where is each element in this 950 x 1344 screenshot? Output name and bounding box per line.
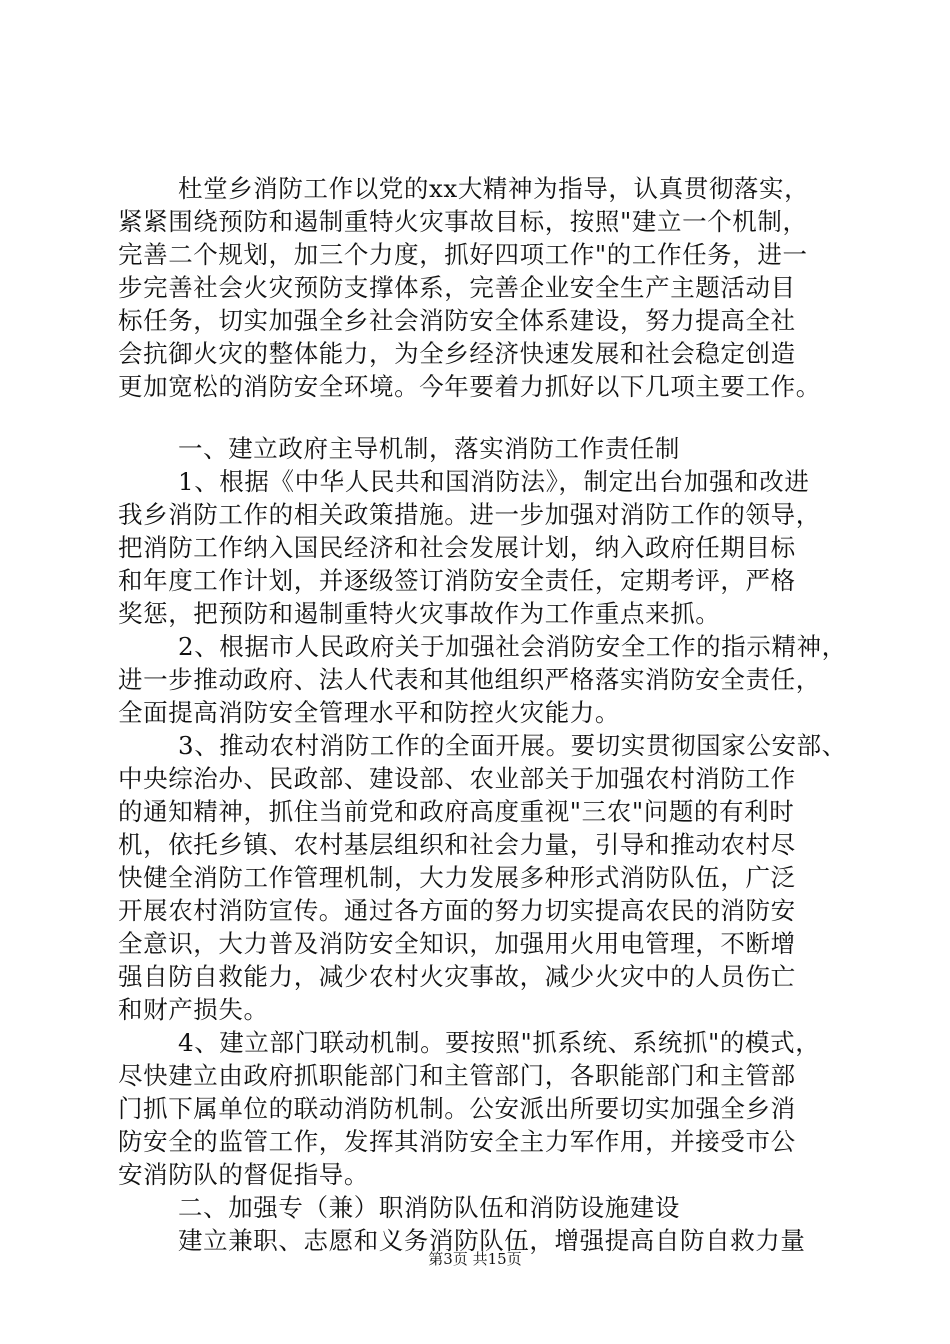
text-line: 安消防队的督促指导。: [118, 1160, 369, 1189]
text-line: 完善二个规划，加三个力度，抓好四项工作"的工作任务，进一: [118, 240, 808, 269]
text-line: 建立兼职、志愿和义务消防队伍，增强提高自防自救力量: [178, 1226, 806, 1255]
text-line: 3、推动农村消防工作的全面开展。要切实贯彻国家公安部、: [178, 731, 847, 760]
text-line: 步完善社会火灾预防支撑体系，完善企业安全生产主题活动目: [118, 273, 796, 302]
text-line: 2、根据市人民政府关于加强社会消防安全工作的指示精神，: [178, 632, 847, 661]
text-line: 中央综治办、民政部、建设部、农业部关于加强农村消防工作: [118, 764, 796, 793]
text-line: 开展农村消防宣传。通过各方面的努力切实提高农民的消防安: [118, 896, 796, 925]
text-line: 和年度工作计划，并逐级签订消防安全责任，定期考评，严格: [118, 566, 796, 595]
text-line: 会抗御火灾的整体能力，为全乡经济快速发展和社会稳定创造: [118, 339, 796, 368]
text-line: 进一步推动政府、法人代表和其他组织严格落实消防安全责任，: [118, 665, 821, 694]
text-line: 更加宽松的消防安全环境。今年要着力抓好以下几项主要工作。: [118, 372, 821, 401]
text-line: 标任务，切实加强全乡社会消防安全体系建设，努力提高全社: [118, 306, 796, 335]
text-line: 我乡消防工作的相关政策措施。进一步加强对消防工作的领导，: [118, 500, 821, 529]
section-heading: 一、建立政府主导机制，落实消防工作责任制: [178, 434, 680, 463]
text-line: 尽快建立由政府抓职能部门和主管部门，各职能部门和主管部: [118, 1061, 796, 1090]
text-line: 紧紧围绕预防和遏制重特火灾事故目标，按照"建立一个机制，: [118, 207, 808, 236]
text-line: 和财产损失。: [118, 995, 269, 1024]
text-line: 把消防工作纳入国民经济和社会发展计划，纳入政府任期目标: [118, 533, 796, 562]
page-footer: 第3页 共15页: [428, 1250, 522, 1268]
text-line: 全意识，大力普及消防安全知识，加强用火用电管理，不断增: [118, 929, 796, 958]
text-line: 快健全消防工作管理机制，大力发展多种形式消防队伍，广泛: [118, 863, 796, 892]
text-line: 的通知精神，抓住当前党和政府高度重视"三农"问题的有利时: [118, 797, 795, 826]
text-line: 杜堂乡消防工作以党的xx大精神为指导，认真贯彻落实，: [178, 174, 810, 203]
text-line: 门抓下属单位的联动消防机制。公安派出所要切实加强全乡消: [118, 1094, 796, 1123]
text-line: 强自防自救能力，减少农村火灾事故，减少火灾中的人员伤亡: [118, 962, 796, 991]
section-heading: 二、加强专（兼）职消防队伍和消防设施建设: [178, 1193, 680, 1222]
text-line: 4、建立部门联动机制。要按照"抓系统、系统抓"的模式，: [178, 1028, 821, 1057]
text-line: 机，依托乡镇、农村基层组织和社会力量，引导和推动农村尽: [118, 830, 796, 859]
text-line: 奖惩，把预防和遏制重特火灾事故作为工作重点来抓。: [118, 599, 721, 628]
text-line: 防安全的监管工作，发挥其消防安全主力军作用，并接受市公: [118, 1127, 796, 1156]
text-line: 1、根据《中华人民共和国消防法》，制定出台加强和改进: [178, 467, 810, 496]
text-line: 全面提高消防安全管理水平和防控火灾能力。: [118, 698, 620, 727]
